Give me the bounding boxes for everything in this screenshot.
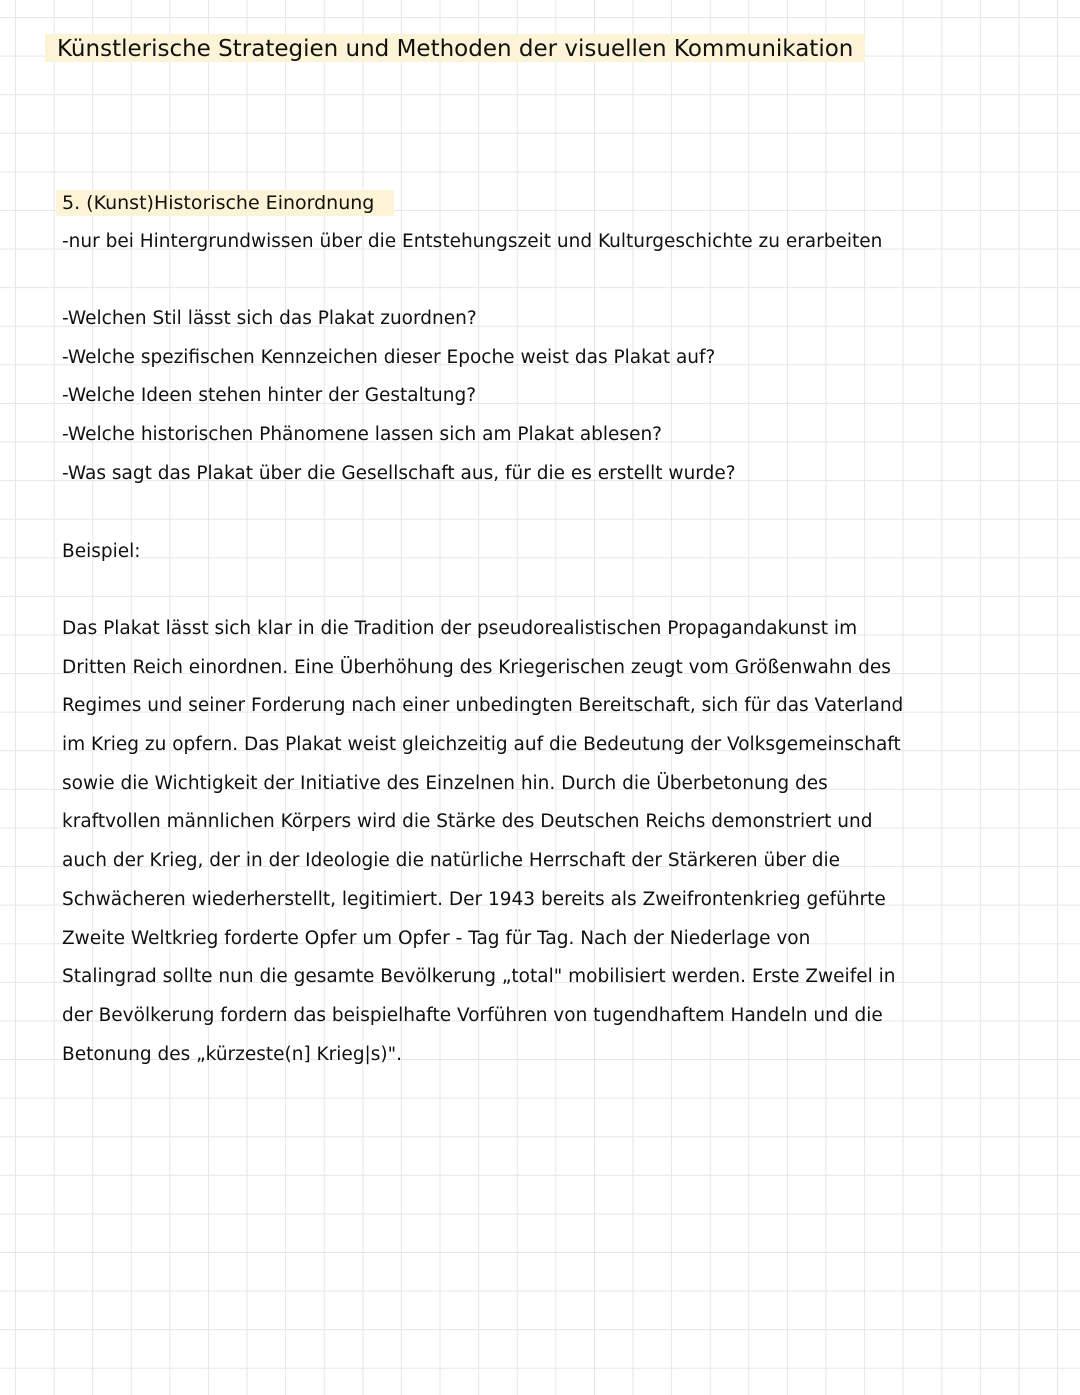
example-label: Beispiel: xyxy=(62,541,141,562)
question-item: -Welche historischen Phänomene lassen sich am Plakat ablesen? xyxy=(62,424,663,445)
paragraph-line: Zweite Weltkrieg forderte Opfer um Opfer - Tag für Tag. Nach der Niederlage von xyxy=(62,928,811,949)
section-intro: -nur bei Hintergrundwissen über die Entstehungszeit und Kulturgeschichte zu erarbeiten xyxy=(62,231,883,252)
paragraph-line: Dritten Reich einordnen. Eine Überhöhung des Kriegerischen zeugt vom Größenwahn des xyxy=(62,657,891,678)
paragraph-line: Stalingrad sollte nun die gesamte Bevölkerung „total" mobilisiert werden. Erste Zweifel in xyxy=(62,966,896,987)
question-item: -Was sagt das Plakat über die Gesellschaft aus, für die es erstellt wurde? xyxy=(62,463,736,484)
paragraph-line: im Krieg zu opfern. Das Plakat weist gleichzeitig auf die Bedeutung der Volksgemeinschaft xyxy=(62,734,901,755)
paragraph-line: auch der Krieg, der in der Ideologie die natürliche Herrschaft der Stärkeren über die xyxy=(62,850,841,871)
paragraph-line: Betonung des „kürzeste(n] Krieg|s)". xyxy=(62,1044,403,1065)
paragraph-line: der Bevölkerung fordern das beispielhafte Vorführen von tugendhaftem Handeln und die xyxy=(62,1005,883,1026)
paragraph-line: sowie die Wichtigkeit der Initiative des Einzelnen hin. Durch die Überbetonung des xyxy=(62,773,828,794)
paragraph-line: Das Plakat lässt sich klar in die Tradition der pseudorealistischen Propagandakunst im xyxy=(62,618,858,639)
question-item: -Welche Ideen stehen hinter der Gestaltung? xyxy=(62,385,477,406)
paragraph-line: Schwächeren wiederherstellt, legitimiert. Der 1943 bereits als Zweifrontenkrieg geführte xyxy=(62,889,886,910)
question-item: -Welche spezifischen Kennzeichen dieser Epoche weist das Plakat auf? xyxy=(62,347,716,368)
paragraph-line: kraftvollen männlichen Körpers wird die Stärke des Deutschen Reichs demonstriert und xyxy=(62,811,873,832)
section-heading: 5. (Kunst)Historische Einordnung xyxy=(56,187,394,219)
question-item: -Welchen Stil lässt sich das Plakat zuordnen? xyxy=(62,308,477,329)
paragraph-line: Regimes und seiner Forderung nach einer unbedingten Bereitschaft, sich für das Vaterland xyxy=(62,695,904,716)
page-title: Künstlerische Strategien und Methoden der visuellen Kommunikation xyxy=(45,30,865,68)
